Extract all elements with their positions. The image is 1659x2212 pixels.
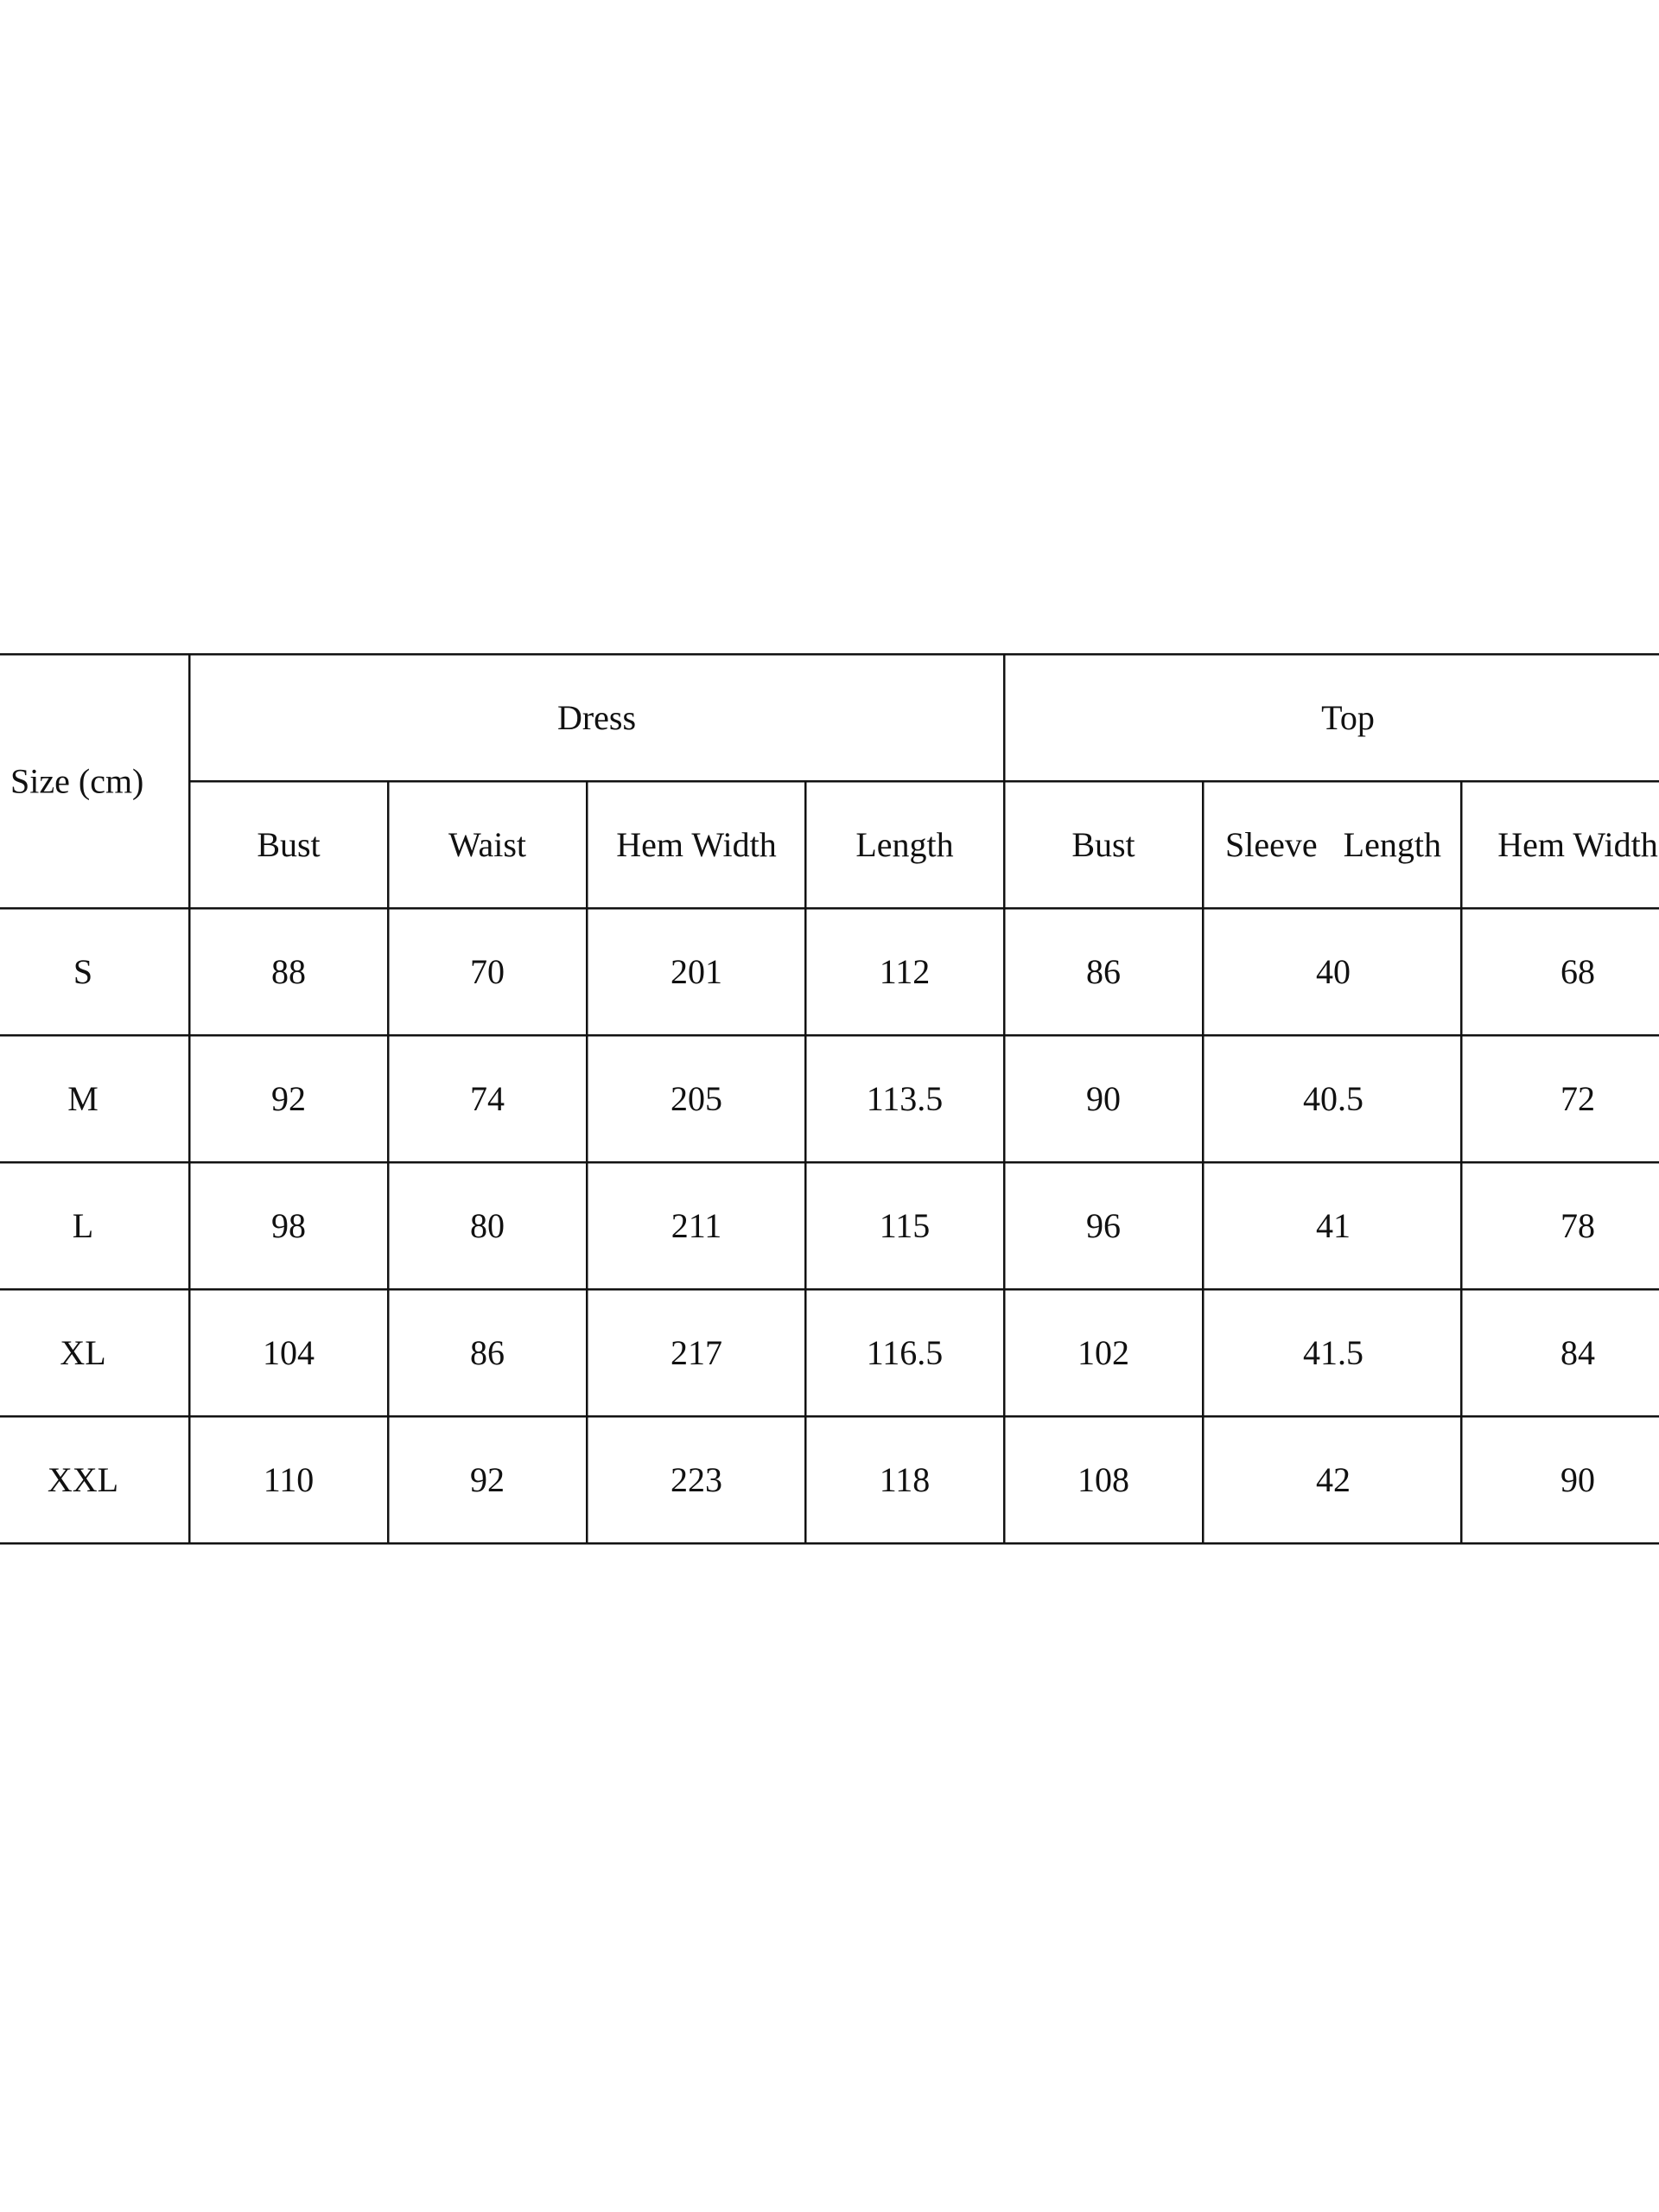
table-cell: 110	[263, 1460, 315, 1499]
table-cell: 40	[1316, 952, 1351, 991]
table-cell: 90	[1086, 1079, 1121, 1118]
table-cell: 108	[1077, 1460, 1129, 1499]
column-header: Bust	[1071, 825, 1135, 864]
column-header: Length	[855, 825, 954, 864]
table-cell: 86	[1086, 952, 1121, 991]
size-header-label: Size (cm)	[10, 761, 144, 801]
table-cell: 217	[671, 1333, 722, 1372]
table-cell: 90	[1560, 1460, 1595, 1499]
table-cell: 98	[271, 1206, 306, 1245]
table-cell: 70	[470, 952, 505, 991]
table-cell: 68	[1560, 952, 1595, 991]
table-cell: 84	[1560, 1333, 1595, 1372]
group-header-top: Top	[1321, 698, 1375, 737]
table-cell: 205	[671, 1079, 722, 1118]
table-cell: 102	[1077, 1333, 1129, 1372]
table-cell: 96	[1086, 1206, 1121, 1245]
group-header-dress: Dress	[556, 698, 637, 737]
size-label: XL	[60, 1333, 106, 1372]
column-header: Hem Width	[1497, 825, 1658, 864]
table-cell: 118	[879, 1460, 931, 1499]
table-cell: 80	[470, 1206, 505, 1245]
size-label: L	[72, 1206, 94, 1245]
size-label: XXL	[47, 1460, 119, 1499]
column-header: Sleeve Length	[1225, 825, 1441, 864]
table-cell: 104	[263, 1333, 315, 1372]
table-cell: 40.5	[1303, 1079, 1363, 1118]
table-cell: 201	[671, 952, 722, 991]
column-header: Waist	[448, 825, 527, 864]
table-cell: 211	[671, 1206, 722, 1245]
table-cell: 42	[1316, 1460, 1351, 1499]
table-cell: 88	[271, 952, 306, 991]
table-cell: 113.5	[866, 1079, 944, 1118]
column-header: Hem Width	[616, 825, 777, 864]
size-label: S	[73, 952, 93, 991]
table-cell: 86	[470, 1333, 505, 1372]
table-cell: 115	[879, 1206, 931, 1245]
table-cell: 41.5	[1303, 1333, 1363, 1372]
size-label: M	[67, 1079, 99, 1118]
table-cell: 116.5	[866, 1333, 944, 1372]
table-cell: 112	[879, 952, 931, 991]
table-cell: 41	[1316, 1206, 1351, 1245]
table-cell: 92	[470, 1460, 505, 1499]
column-header: Bust	[257, 825, 321, 864]
table-cell: 72	[1560, 1079, 1595, 1118]
table-cell: 78	[1560, 1206, 1595, 1245]
table-cell: 223	[671, 1460, 722, 1499]
table-cell: 74	[470, 1079, 505, 1118]
table-cell: 92	[271, 1079, 306, 1118]
